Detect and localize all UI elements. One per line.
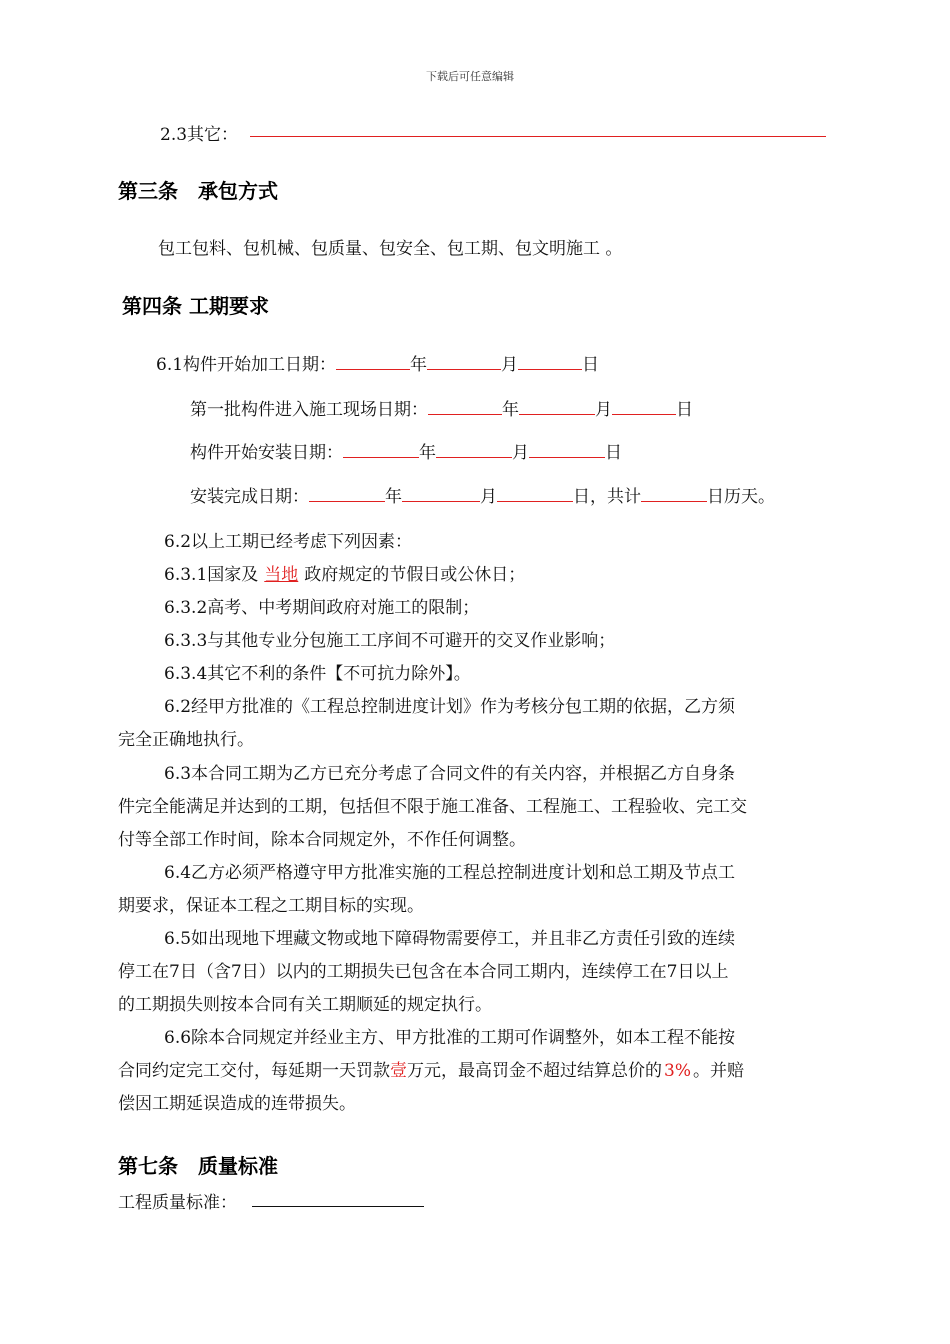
para-6-6-line-2 — [118, 1056, 744, 1081]
factor-1-prefix: 6.3.1国家及 — [164, 565, 259, 585]
section-4-title: 第四条 工期要求 — [122, 294, 269, 318]
para-6-6-line-3: 偿因工期延误造成的连带损失。 — [118, 1094, 356, 1114]
date-line-3-label: 构件开始安装日期： — [190, 443, 343, 463]
para-6-5-line-1: 6.5如出现地下埋藏文物或地下障碍物需要停工，并且非乙方责任引致的连续 — [164, 929, 736, 949]
date-2-day-blank[interactable] — [612, 398, 676, 415]
date-2-month-blank[interactable] — [519, 398, 595, 415]
item-2-3-blank[interactable] — [250, 136, 826, 137]
para-6-6-line-1: 6.6除本合同规定并经业主方、甲方批准的工期可作调整外，如本工程不能按 — [164, 1028, 736, 1048]
para-6-2-line-1: 6.2经甲方批准的《工程总控制进度计划》作为考核分包工期的依据，乙方须 — [164, 697, 736, 717]
quality-standard-label: 工程质量标准： — [118, 1193, 237, 1213]
para-6-5-line-2: 停工在7日（含7日）以内的工期损失已包含在本合同工期内，连续停工在7日以上 — [118, 962, 729, 982]
month-text: 月 — [480, 487, 497, 507]
date-1-month-blank[interactable] — [427, 353, 501, 370]
para-6-4-line-2: 期要求，保证本工程之工期目标的实现。 — [118, 896, 424, 916]
penalty-text-c: 。并赔 — [692, 1061, 744, 1081]
penalty-amount: 壹 — [390, 1061, 407, 1081]
factor-1 — [164, 560, 525, 585]
page-header: 下载后可任意编辑 — [426, 70, 514, 83]
date-4-month-blank[interactable] — [402, 485, 480, 502]
para-6-3-line-1: 6.3本合同工期为乙方已充分考虑了合同文件的有关内容，并根据乙方自身条 — [164, 764, 736, 784]
date-1-day-blank[interactable] — [518, 353, 582, 370]
total-days-blank[interactable] — [641, 485, 707, 502]
day-text: 日 — [605, 443, 622, 463]
date-3-year-blank[interactable] — [343, 441, 419, 458]
factor-1-red: 当地 — [264, 565, 299, 585]
date-line-1 — [156, 350, 599, 375]
total-prefix: 日，共计 — [573, 487, 641, 507]
total-suffix: 日历天。 — [707, 487, 775, 507]
year-text: 年 — [410, 355, 428, 375]
year-text: 年 — [419, 443, 436, 463]
day-text: 日 — [676, 400, 693, 420]
penalty-percent: 3% — [664, 1061, 691, 1081]
month-text: 月 — [512, 443, 529, 463]
date-4-year-blank[interactable] — [309, 485, 385, 502]
section-7-title: 第七条 质量标准 — [118, 1154, 278, 1178]
para-6-3-line-3: 付等全部工作时间，除本合同规定外，不作任何调整。 — [118, 830, 526, 850]
penalty-text-b: 万元，最高罚金不超过结算总价的 — [407, 1061, 662, 1081]
date-4-day-blank[interactable] — [497, 485, 573, 502]
date-1-year-blank[interactable] — [336, 353, 410, 370]
date-line-2-label: 第一批构件进入施工现场日期： — [190, 400, 428, 420]
date-line-4 — [190, 482, 775, 507]
para-6-2-line-2: 完全正确地执行。 — [118, 730, 254, 750]
item-2-3-label: 2.3其它： — [160, 125, 239, 145]
factor-4: 6.3.4其它不利的条件【不可抗力除外】。 — [164, 664, 471, 684]
date-line-2 — [190, 395, 693, 420]
month-text: 月 — [595, 400, 612, 420]
date-line-1-label: 6.1构件开始加工日期： — [156, 355, 337, 375]
factor-1-suffix: 政府规定的节假日或公休日； — [304, 565, 526, 585]
factors-intro: 6.2以上工期已经考虑下列因素： — [164, 532, 413, 552]
date-line-3 — [190, 438, 622, 463]
year-text: 年 — [502, 400, 519, 420]
factor-3: 6.3.3与其他专业分包施工工序间不可避开的交叉作业影响； — [164, 631, 616, 651]
section-3-title: 第三条 承包方式 — [118, 179, 278, 203]
para-6-3-line-2: 件完全能满足并达到的工期，包括但不限于施工准备、工程施工、工程验收、完工交 — [118, 797, 747, 817]
day-text: 日 — [582, 355, 600, 375]
date-line-4-label: 安装完成日期： — [190, 487, 309, 507]
penalty-text-a: 合同约定完工交付，每延期一天罚款 — [118, 1061, 390, 1081]
para-6-5-line-3: 的工期损失则按本合同有关工期顺延的规定执行。 — [118, 995, 492, 1015]
year-text: 年 — [385, 487, 402, 507]
date-2-year-blank[interactable] — [428, 398, 502, 415]
month-text: 月 — [501, 355, 519, 375]
date-3-day-blank[interactable] — [529, 441, 605, 458]
factor-2: 6.3.2高考、中考期间政府对施工的限制； — [164, 598, 480, 618]
para-6-4-line-1: 6.4乙方必须严格遵守甲方批准实施的工程总控制进度计划和总工期及节点工 — [164, 863, 736, 883]
section-3-body: 包工包料、包机械、包质量、包安全、包工期、包文明施工 。 — [158, 239, 623, 259]
quality-standard-blank[interactable] — [252, 1206, 424, 1207]
date-3-month-blank[interactable] — [436, 441, 512, 458]
